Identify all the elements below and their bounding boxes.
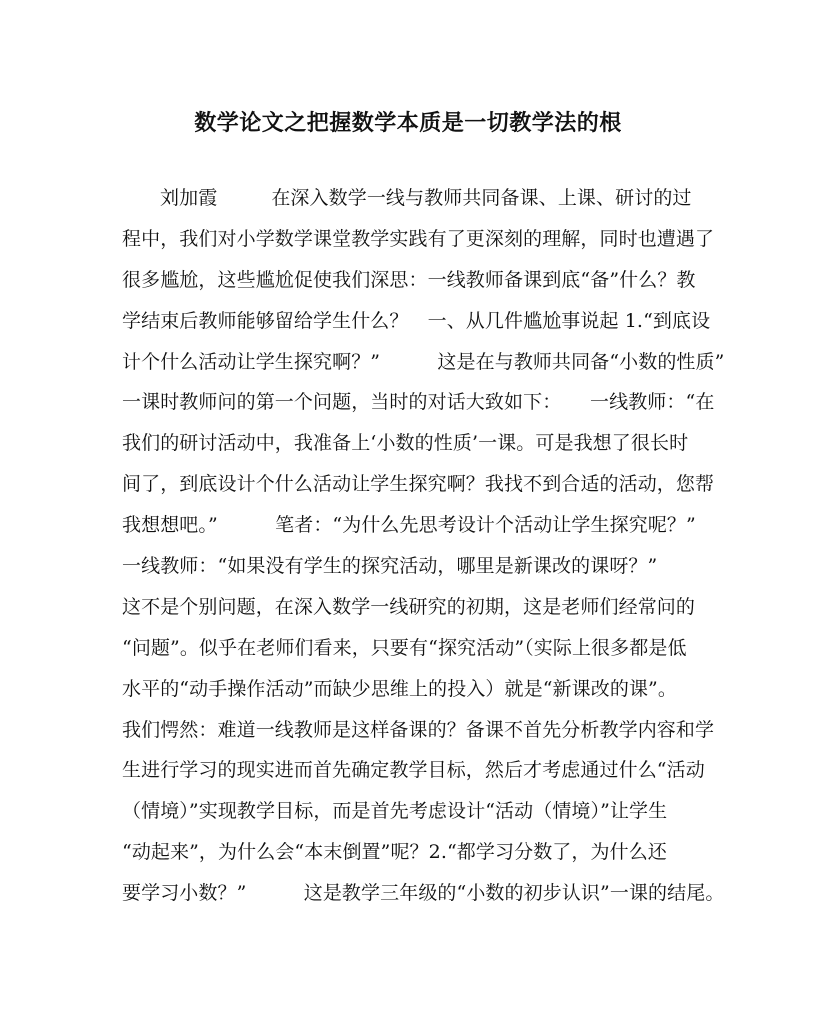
body-line-text: 在深入数学一线与教师共同备课、上课、研讨的过 — [271, 187, 692, 209]
body-line: 程中，我们对小学数学课堂教学实践有了更深刻的理解，同时也遭遇了 — [122, 227, 715, 250]
body-line: 一课时教师问的第一个问题，当时的对话大致如下： 一线教师：“在 — [122, 391, 715, 414]
body-line: 要学习小数？” 这是教学三年级的“小数的初步认识”一课的结尾。 — [122, 882, 725, 905]
body-line: 我想想吧。” 笔者：“为什么先思考设计个活动让学生探究呢？” — [122, 514, 696, 537]
body-line: 这不是个别问题，在深入数学一线研究的初期，这是老师们经常问的 — [122, 595, 696, 618]
body-line — [122, 178, 702, 219]
body-line: 水平的“动手操作活动”而缺少思维上的投入）就是“新课改的课”。 — [122, 677, 677, 700]
body-line: 间了，到底设计个什么活动让学生探究啊？我找不到合适的活动，您帮 — [122, 473, 715, 496]
document-body — [122, 178, 725, 914]
body-line: “问题”。似乎在老师们看来，只要有“探究活动”（实际上很多都是低 — [122, 636, 687, 659]
body-line: 生进行学习的现实进而首先确定教学目标，然后才考虑通过什么“活动 — [122, 759, 705, 782]
body-line: （情境）”实现教学目标，而是首先考虑设计“活动（情境）”让学生 — [122, 800, 668, 823]
body-line: 计个什么活动让学生探究啊？” 这是在与教师共同备“小数的性质” — [122, 350, 725, 373]
body-line: 我们的研讨活动中，我准备上‘小数的性质’一课。可是我想了很长时 — [122, 432, 689, 455]
body-line: “动起来”，为什么会“本末倒置”呢？2.“都学习分数了，为什么还 — [122, 841, 667, 864]
body-line: 我们愕然：难道一线教师是这样备课的？备课不首先分析教学内容和学 — [122, 718, 715, 741]
document-title: 数学论文之把握数学本质是一切教学法的根 — [194, 110, 622, 136]
body-line: 学结束后教师能够留给学生什么？ 一、从几件尴尬事说起 1.“到底设 — [122, 309, 711, 332]
body-line: 很多尴尬，这些尴尬促使我们深思：一线教师备课到底“备”什么？教 — [122, 268, 696, 291]
body-line: 一线教师：“如果没有学生的探究活动，哪里是新课改的课呀？” — [122, 555, 658, 578]
author-name: 刘加霞 — [160, 187, 218, 209]
